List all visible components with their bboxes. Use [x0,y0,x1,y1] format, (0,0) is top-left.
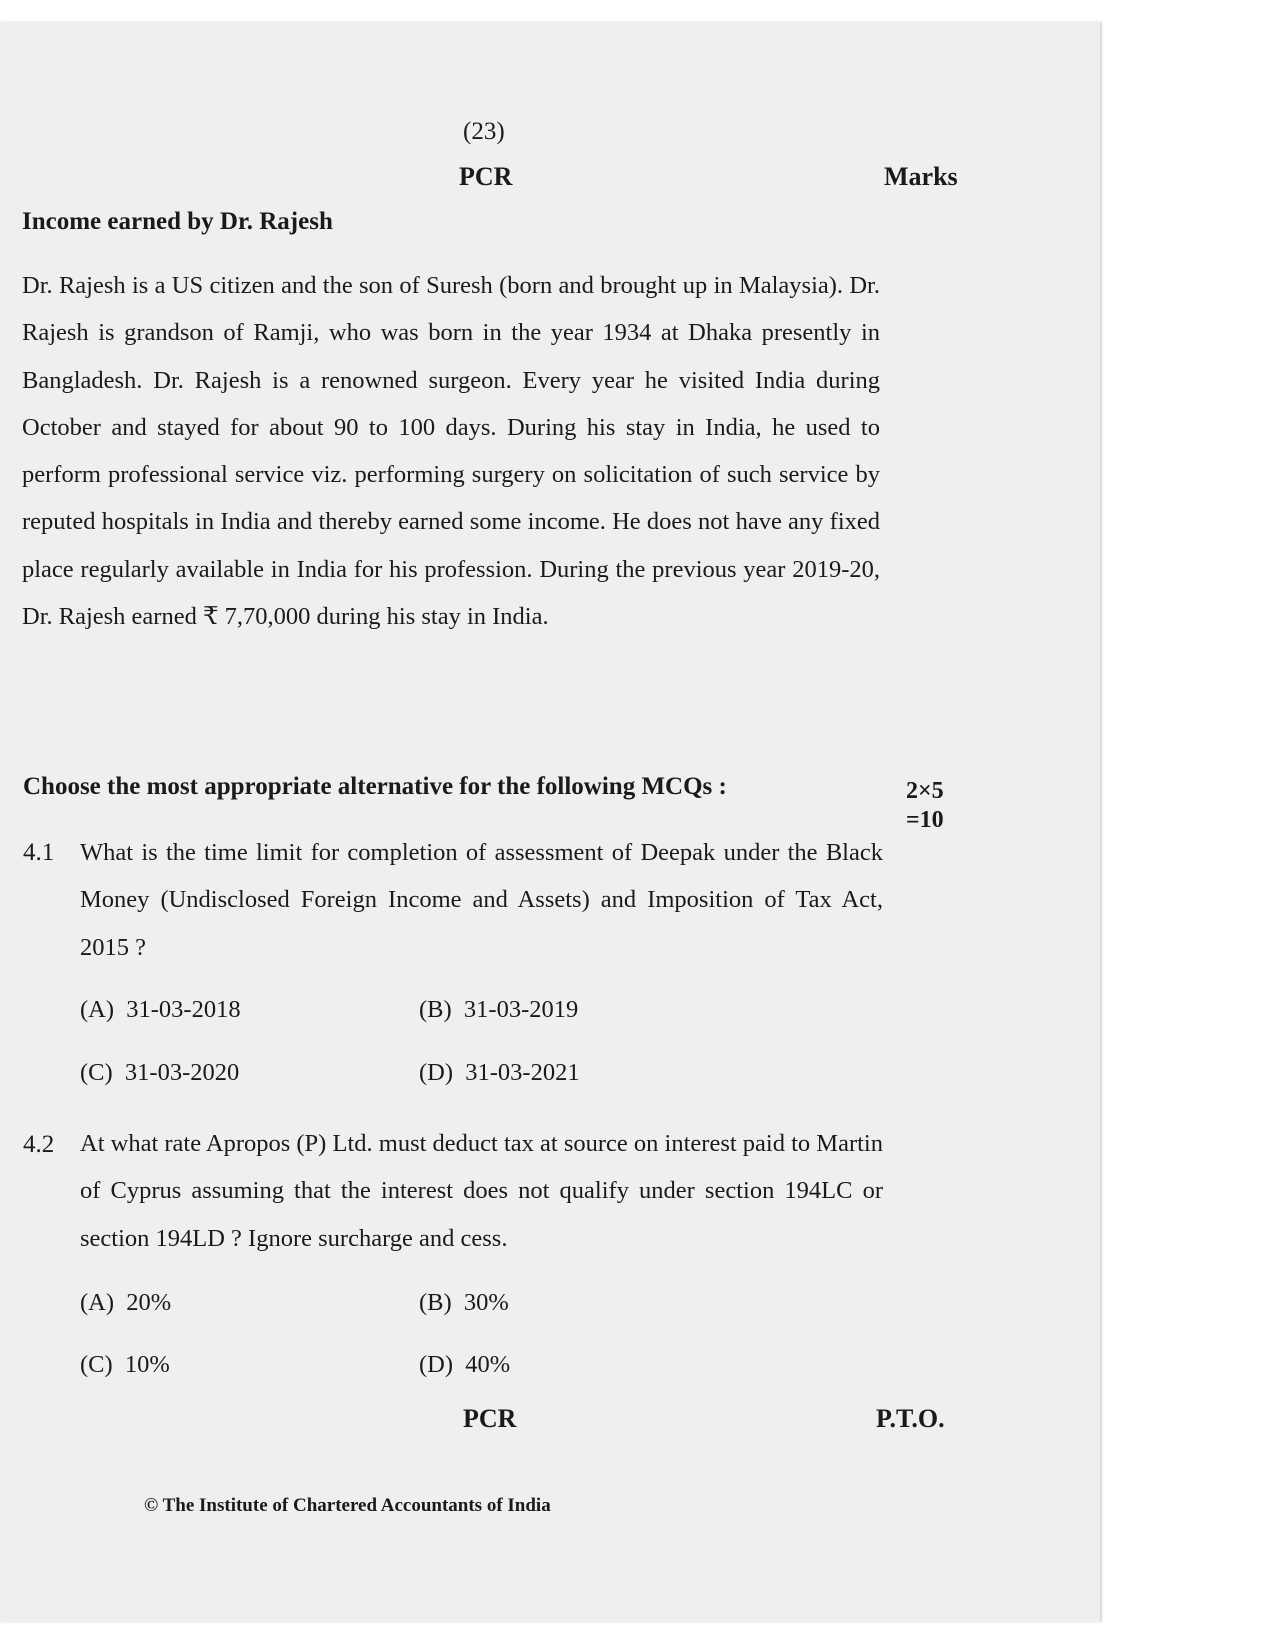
option-value: 20% [126,1289,172,1316]
option-label: (B) [419,996,452,1023]
please-turn-over: P.T.O. [876,1404,945,1433]
option-a [80,996,241,1024]
option-value: 31-03-2020 [124,1059,240,1086]
option-value: 30% [463,1289,509,1316]
option-b [419,996,578,1024]
question-text: What is the time limit for completion of assessment of Deepak under the Black Money (Undisclosed Foreign Income and Assets) and Imposition of Tax Act, 2015 ? [80,839,883,961]
marks-column-heading: Marks [884,162,958,191]
option-label: (D) [419,1059,454,1086]
mcq-instruction-heading: Choose the most appropriate alternative for the following MCQs : [23,773,727,800]
case-study-paragraph: Dr. Rajesh is a US citizen and the son of Suresh (born and brought up in Malaysia). Dr. Rajesh is grandson of Ramji, who was born in the year 1934 at Dhaka presently in Bangladesh. Dr. Rajesh is a renowned surgeon. Every year he visited India during October and stayed for about 90 to 100 days. During his stay in India, he used to perform professional service viz. performing surgery on solicitation of such service by reputed hospitals in India and thereby earned some income. He does not have any fixed place regularly available in India for his profession. During the previous year 2019-20, Dr. Rajesh earned ₹ 7,70,000 during his stay in India. [22,272,880,631]
case-study-title: Income earned by Dr. Rajesh [22,208,333,235]
case-study-body [22,262,880,640]
mcq-marks [906,777,944,835]
option-c [80,1351,170,1379]
copyright-notice: © The Institute of Chartered Accountants of India [144,1495,551,1516]
option-label: (C) [80,1059,113,1086]
option-label: (A) [80,996,115,1023]
page-number: (23) [463,118,505,145]
option-value: 10% [124,1351,170,1378]
option-value: 31-03-2019 [463,996,579,1023]
option-label: (C) [80,1351,113,1378]
option-c [80,1059,239,1087]
option-value: 31-03-2018 [126,996,241,1023]
header-paper-code: PCR [459,162,513,191]
mcq-marks-formula: 2×5 [906,778,944,804]
option-label: (D) [419,1351,454,1378]
option-b [419,1289,509,1317]
option-label: (B) [419,1289,452,1316]
question-text: At what rate Apropos (P) Ltd. must deduct tax at source on interest paid to Martin of Cyprus assuming that the interest does not qualify under section 194LC or section 194LD ? Ignore surcharge and cess. [80,1130,883,1252]
option-value: 40% [465,1351,511,1378]
option-label: (A) [80,1289,115,1316]
option-a [80,1289,171,1317]
option-value: 31-03-2021 [465,1059,580,1086]
mcq-marks-total: =10 [906,807,944,833]
option-d [419,1059,580,1087]
footer-paper-code: PCR [463,1404,517,1433]
question-number: 4.2 [23,1131,55,1158]
option-d [419,1351,510,1379]
question-number: 4.1 [23,839,55,866]
